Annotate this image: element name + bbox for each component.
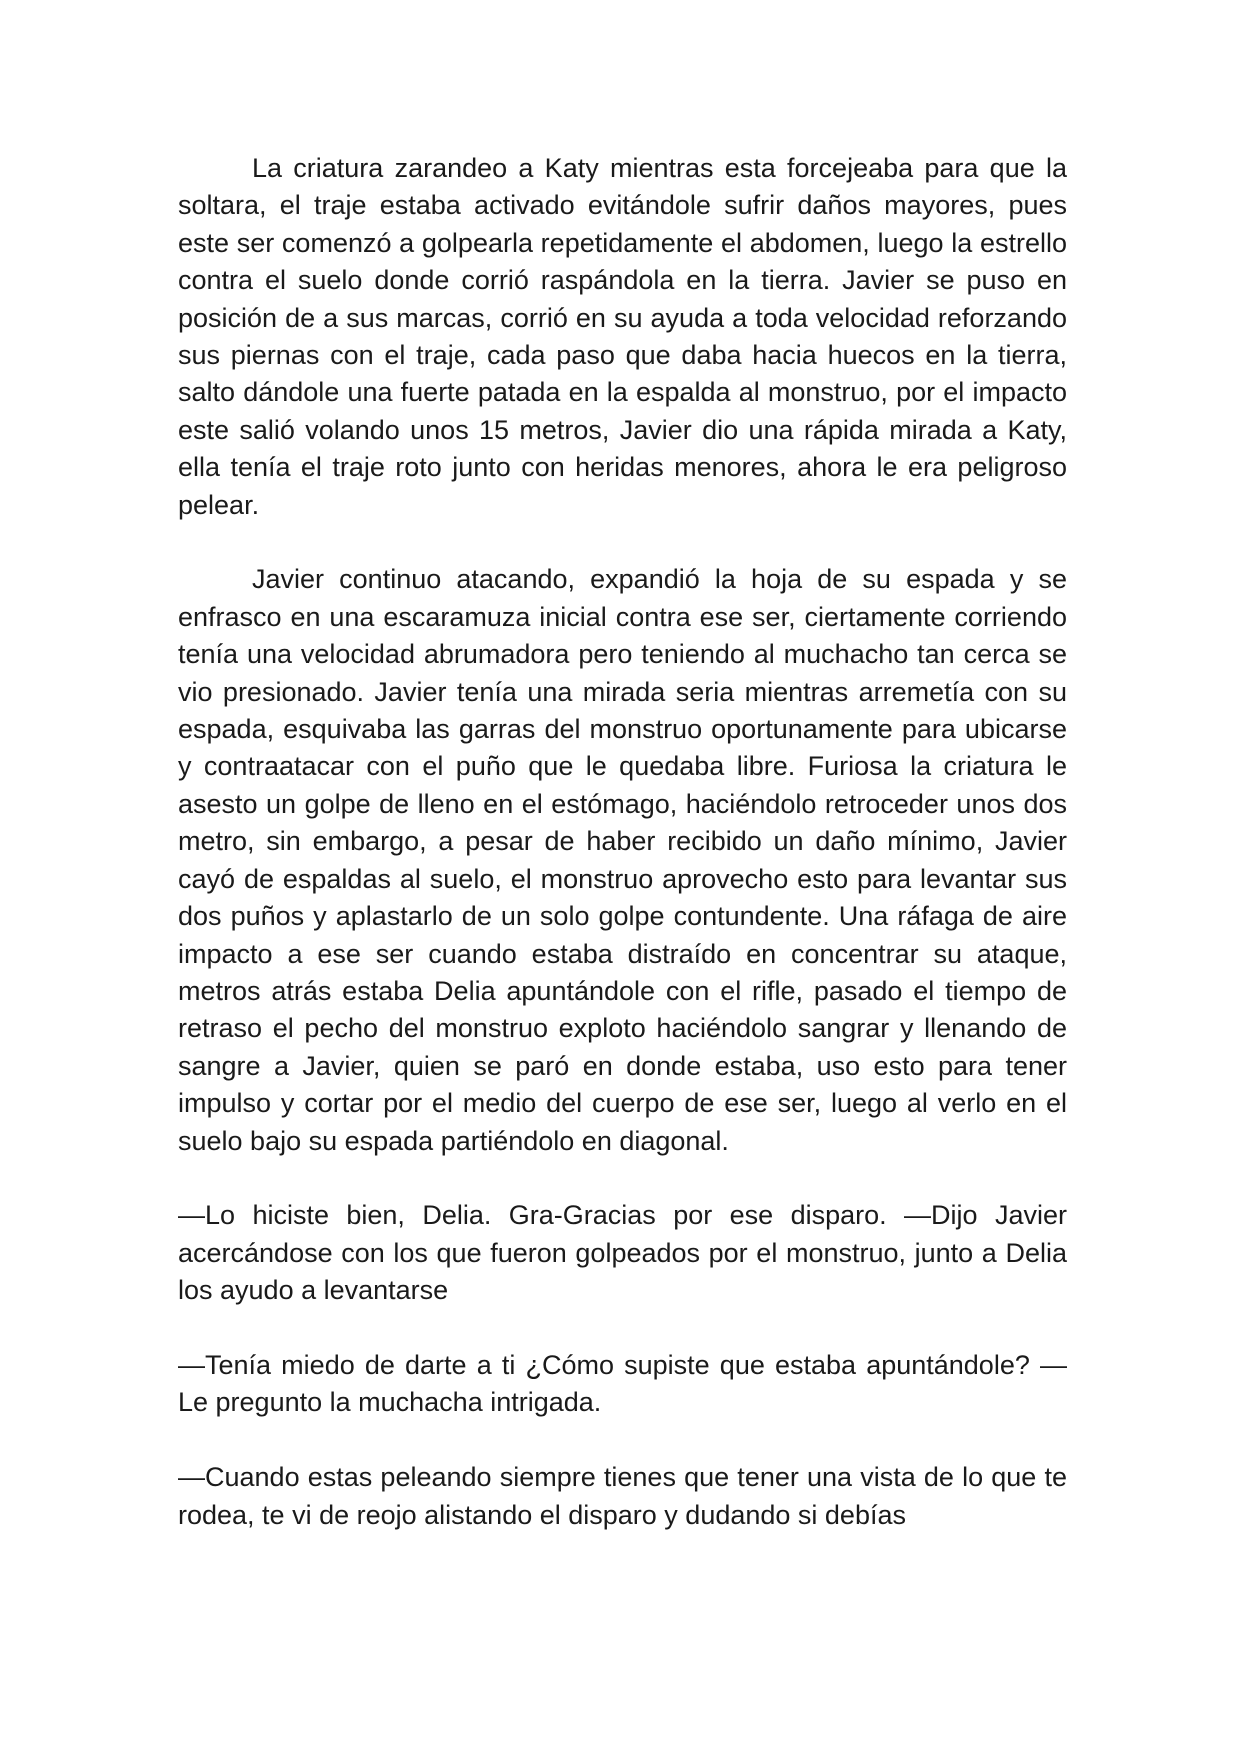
dialogue-paragraph: —Tenía miedo de darte a ti ¿Cómo supiste que estaba apuntándole? —Le pregunto la muchacha intrigada. — [178, 1349, 1067, 1418]
document-page — [178, 150, 1067, 1571]
dialogue-paragraph: —Cuando estas peleando siempre tienes que tener una vista de lo que te rodea, te vi de reojo alistando el disparo y dudando si debías — [178, 1462, 1067, 1530]
paragraph: La criatura zarandeo a Katy mientras esta forcejeaba para que la soltara, el traje estaba activado evitándole sufrir daños mayores, pues este ser comenzó a golpearla repetidamente el abdomen, luego la estrello contra el suelo donde corrió raspándola en la tierra. Javier se puso en posición de a sus marcas, corrió en su ayuda a toda velocidad reforzando sus piernas con el traje, cada paso que daba hacia huecos en la tierra, salto dándole una fuerte patada en la espalda al monstruo, por el impacto este salió volando unos 15 metros, Javier dio una rápida mirada a Katy, ella tenía el traje roto junto con heridas menores, ahora le era peligroso pelear. — [178, 153, 1067, 520]
dialogue-paragraph: —Lo hiciste bien, Delia. Gra-Gracias por ese disparo. —Dijo Javier acercándose con los que fueron golpeados por el monstruo, junto a Delia los ayudo a levantarse — [178, 1200, 1067, 1306]
paragraph: Javier continuo atacando, expandió la hoja de su espada y se enfrasco en una escaramuza inicial contra ese ser, ciertamente corriendo tenía una velocidad abrumadora pero teniendo al muchacho tan cerca se vio presionado. Javier tenía una mirada seria mientras arremetía con su espada, esquivaba las garras del monstruo oportunamente para ubicarse y contraatacar con el puño que le quedaba libre. Furiosa la criatura le asesto un golpe de lleno en el estómago, haciéndolo retroceder unos dos metro, sin embargo, a pesar de haber recibido un daño mínimo, Javier cayó de espaldas al suelo, el monstruo aprovecho esto para levantar sus dos puños y aplastarlo de un solo golpe contundente. Una ráfaga de aire impacto a ese ser cuando estaba distraído en concentrar su ataque, metros atrás estaba Delia apuntándole con el rifle, pasado el tiempo de retraso el pecho del monstruo exploto haciéndolo sangrar y llenando de sangre a Javier, quien se paró en donde estaba, uso esto para tener impulso y cortar por el medio del cuerpo de ese ser, luego al verlo en el suelo bajo su espada partiéndolo en diagonal. — [178, 564, 1067, 1156]
